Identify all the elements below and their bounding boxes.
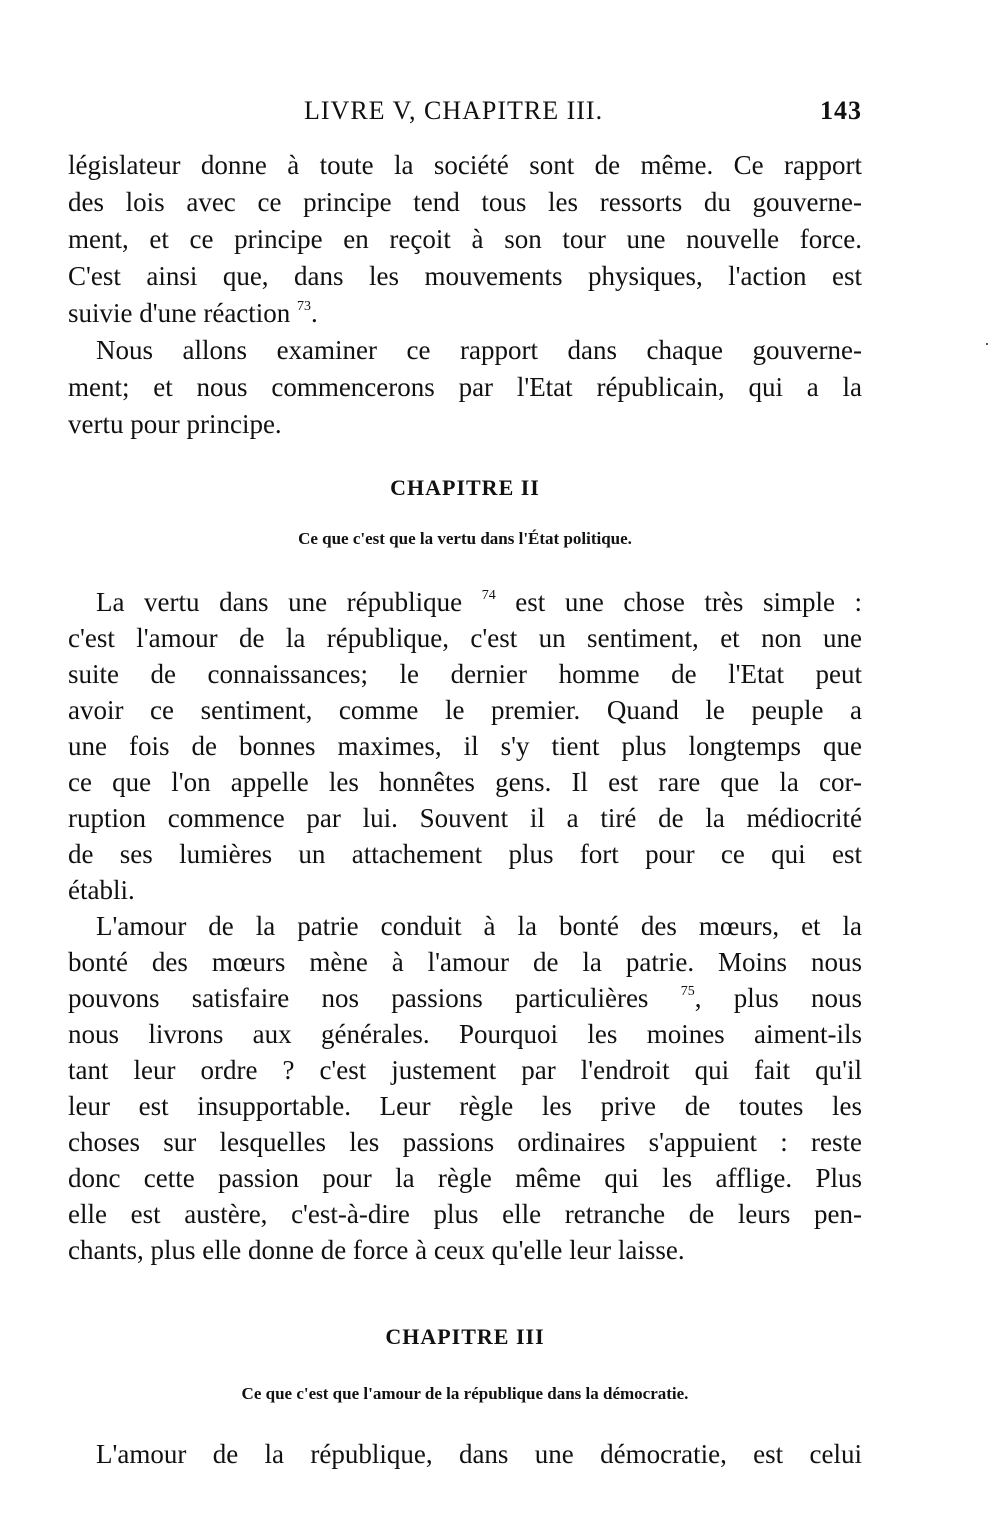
scan-speck — [986, 343, 988, 345]
text-span: , plus nous — [694, 983, 863, 1013]
footnote-ref-75[interactable]: 75 — [680, 984, 695, 999]
footnote-ref-73[interactable]: 73 — [297, 299, 312, 314]
running-head — [68, 96, 862, 136]
text-line: ce que l'on appelle les honnêtes gens. Il est rare que la cor- — [68, 767, 862, 797]
text-line: donc cette passion pour la règle même qui les afflige. Plus — [68, 1163, 862, 1193]
text-line: établi. — [68, 875, 135, 905]
chapter-2-subtitle: Ce que c'est que la vertu dans l'État politique. — [298, 529, 632, 548]
text-line: Nous allons examiner ce rapport dans chaque gouverne- — [96, 335, 862, 365]
page-number: 143 — [820, 96, 862, 125]
text-line: ment, et ce principe en reçoit à son tour une nouvelle force. — [68, 224, 862, 254]
text-line: avoir ce sentiment, comme le premier. Quand le peuple a — [68, 695, 862, 725]
text-line — [68, 584, 862, 620]
text-line: une fois de bonnes maximes, il s'y tient plus longtemps que — [68, 731, 862, 761]
text-line: ment; et nous commencerons par l'Etat républicain, qui a la — [68, 372, 862, 402]
text-line: des lois avec ce principe tend tous les ressorts du gouverne- — [68, 187, 862, 217]
text-line: bonté des mœurs mène à l'amour de la patrie. Moins nous — [68, 947, 862, 977]
text-line: de ses lumières un attachement plus fort pour ce qui est — [68, 839, 862, 869]
text-line: ruption commence par lui. Souvent il a tiré de la médiocrité — [68, 803, 862, 833]
chapter-2-heading: CHAPITRE II — [390, 475, 540, 500]
text-line: nous livrons aux générales. Pourquoi les moines aiment-ils — [68, 1019, 862, 1049]
text-span: . — [311, 298, 318, 328]
text-line: chants, plus elle donne de force à ceux qu'elle leur laisse. — [68, 1235, 685, 1265]
text-span: pouvons satisfaire nos passions particulières — [68, 983, 649, 1013]
running-head-title: LIVRE V, CHAPITRE III. — [304, 96, 604, 125]
text-line — [68, 295, 862, 331]
text-line: elle est austère, c'est-à-dire plus elle retranche de leurs pen- — [68, 1199, 862, 1229]
chapter-3-heading: CHAPITRE III — [385, 1324, 545, 1349]
chapter-3-subtitle: Ce que c'est que l'amour de la république dans la démocratie. — [241, 1384, 689, 1403]
text-line: choses sur lesquelles les passions ordinaires s'appuient : reste — [68, 1127, 862, 1157]
text-span: suivie d'une réaction — [68, 298, 291, 328]
text-span: La vertu dans une république — [96, 587, 463, 617]
text-line — [68, 980, 862, 1016]
text-line: leur est insupportable. Leur règle les prive de toutes les — [68, 1091, 862, 1121]
text-line: c'est l'amour de la république, c'est un sentiment, et non une — [68, 623, 862, 653]
text-line: L'amour de la république, dans une démocratie, est celui — [96, 1439, 862, 1469]
text-span: est une chose très simple : — [515, 587, 863, 617]
text-line: L'amour de la patrie conduit à la bonté des mœurs, et la — [96, 911, 862, 941]
text-line: vertu pour principe. — [68, 409, 282, 439]
footnote-ref-74[interactable]: 74 — [481, 588, 496, 603]
text-line: tant leur ordre ? c'est justement par l'endroit qui fait qu'il — [68, 1055, 862, 1085]
text-line: C'est ainsi que, dans les mouvements physiques, l'action est — [68, 261, 862, 291]
text-line: législateur donne à toute la société sont de même. Ce rapport — [68, 150, 862, 180]
text-line: suite de connaissances; le dernier homme de l'Etat peut — [68, 659, 862, 689]
